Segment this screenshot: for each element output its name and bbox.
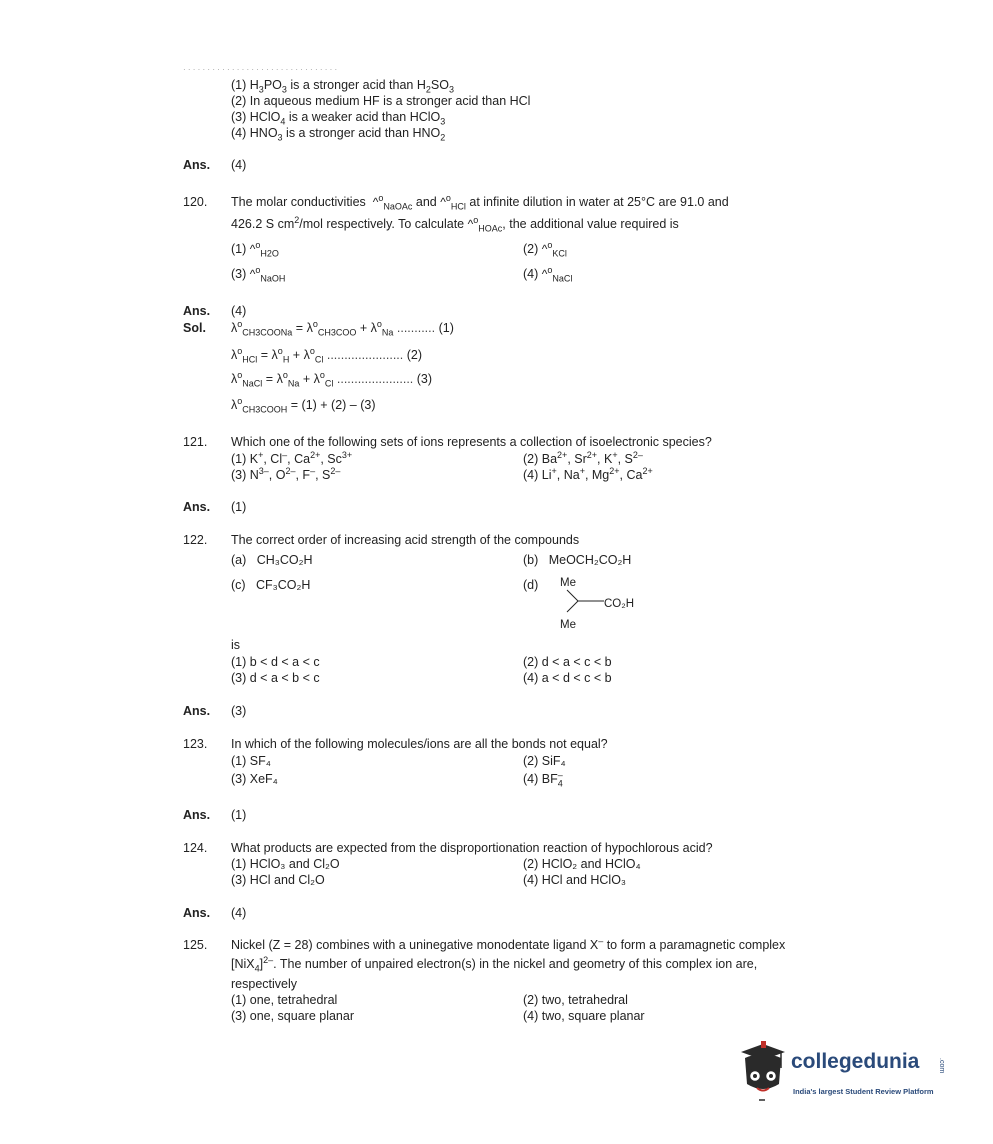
q119-answer-label: Ans.	[183, 158, 211, 172]
q120-solution-line-3: $\lambda^o_{NaCl} = \lambda^o_{Na} + \lambda^o_{Cl}$ ...................... (3)	[231, 369, 433, 389]
q122-answer-label: Ans.	[183, 704, 211, 718]
collegedunia-logo	[735, 1040, 960, 1110]
q121-number: 121.	[183, 435, 208, 449]
q124-number: 124.	[183, 841, 208, 855]
q123-answer: (1)	[231, 808, 247, 822]
q125-stem-line1: Nickel (Z = 28) combines with a uninegative monodentate ligand X– to form a paramagnetic complex	[231, 935, 786, 952]
q122-number: 122.	[183, 533, 208, 547]
q124-option-3: (3) HCl and Cl₂O	[231, 873, 325, 887]
q121-answer-label: Ans.	[183, 500, 211, 514]
q123-option-3: (3) XeF₄	[231, 772, 278, 786]
q125-number: 125.	[183, 938, 208, 952]
q119-option-2: (2) In aqueous medium HF is a stronger acid than HCl	[231, 94, 531, 108]
q120-solution-line-1: $\lambda^o_{CH3COONa} = \lambda^o_{CH3COO} + \lambda^o_{Na}$ ........... (1)	[231, 318, 454, 338]
q122-compound-b: (b) MeOCH₂CO₂H	[523, 553, 632, 567]
q125-option-4: (4) two, square planar	[523, 1009, 645, 1023]
logo-wordmark: collegedunia	[791, 1050, 920, 1073]
q119-option-4: (4) $HNO_3$ is a stronger acid than $HNO_2$	[231, 126, 446, 143]
q124-option-1: (1) HClO₃ and Cl₂O	[231, 857, 340, 871]
q122-compound-d-co2h: CO₂H	[604, 598, 635, 610]
q125-option-3: (3) one, square planar	[231, 1009, 354, 1023]
q125-option-1: (1) one, tetrahedral	[231, 993, 338, 1007]
q122-compound-d-me-bottom: Me	[560, 619, 576, 631]
q120-option-3: (3) ^$^o_{NaOH}$	[231, 264, 286, 284]
q122-option-4: (4) a < d < c < b	[523, 671, 612, 685]
q122-compound-c: (c) CF₃CO₂H	[231, 578, 311, 592]
logo-dotcom: .com	[938, 1058, 945, 1074]
q122-option-2: (2) d < a < c < b	[523, 655, 612, 669]
q120-solution-label: Sol.	[183, 321, 206, 335]
q123-option-4: (4) $BF_4^-$	[523, 769, 563, 789]
q123-number: 123.	[183, 737, 208, 751]
q121-answer: (1)	[231, 500, 247, 514]
q119-option-1: (1) $H_3PO_3$ is a stronger acid than $H_2SO_3$	[231, 78, 454, 95]
q120-option-4: (4) ^$^o_{NaCl}$	[523, 264, 573, 284]
q121-stem: Which one of the following sets of ions represents a collection of isoelectronic species?	[231, 435, 712, 449]
q120-answer-label: Ans.	[183, 304, 211, 318]
q122-answer: (3)	[231, 704, 247, 718]
q125-stem-line2: $[NiX_4]^{2-}$. The number of unpaired electron(s) in the nickel and geometry of this complex ion are,	[231, 954, 758, 974]
q122-option-3: (3) d < a < b < c	[231, 671, 320, 685]
q124-answer-label: Ans.	[183, 906, 211, 920]
q121-option-2: (2) $Ba^{2+}$, $Sr^{2+}$, K+, $S^{2-}$	[523, 449, 643, 466]
q123-answer-label: Ans.	[183, 808, 211, 822]
q122-is: is	[231, 638, 241, 652]
q119-option-3: (3) HClO$_4$ is a weaker acid than HClO$_3$	[231, 110, 446, 127]
q120-stem-line1: The molar conductivities ^$^o_{NaOAc}$ and ^$^o_{HCl}$ at infinite dilution in water at 25°C are 91.0 and	[231, 192, 729, 212]
q121-option-4: (4) Li+, Na+, $Mg^{2+}$, $Ca^{2+}$	[523, 465, 653, 482]
q122-compound-d-label: (d)	[523, 578, 539, 592]
q123-option-2: (2) SiF₄	[523, 754, 566, 768]
q122-option-1: (1) b < d < a < c	[231, 655, 320, 669]
q119-answer: (4)	[231, 158, 247, 172]
q124-option-4: (4) HCl and HClO₃	[523, 873, 627, 887]
student-mascot-icon	[735, 1040, 793, 1108]
q124-stem: What products are expected from the disproportionation reaction of hypochlorous acid?	[231, 841, 713, 855]
q121-option-3: (3) $N^{3-}$, $O^{2-}$, F–, $S^{2-}$	[231, 465, 341, 482]
q124-answer: (4)	[231, 906, 247, 920]
q122-compound-d-structure	[560, 588, 610, 618]
q120-stem-line2: 426.2 S $cm^2$/mol respectively. To calculate ^$^o_{HOAc}$, the additional value required is	[231, 214, 679, 234]
cut-off-question-fragment: · · · · · · · · · · · · · · · · · · · · · · · · · · · · · · · ·	[183, 65, 338, 74]
q122-compound-d-me-top: Me	[560, 577, 576, 589]
q120-number: 120.	[183, 195, 208, 209]
q122-stem: The correct order of increasing acid strength of the compounds	[231, 533, 580, 547]
q120-option-1: (1) ^$^o_{H2O}$	[231, 239, 279, 259]
q122-compound-a: (a) CH₃CO₂H	[231, 553, 313, 567]
q120-answer: (4)	[231, 304, 247, 318]
q120-solution-line-4: $\lambda^o_{CH3COOH} = (1) + (2) - (3)$	[231, 395, 376, 415]
logo-tagline: India's largest Student Review Platform	[793, 1087, 934, 1096]
q120-solution-line-2: $\lambda^o_{HCl} = \lambda^o_H + \lambda^o_{Cl}$ ...................... (2)	[231, 345, 423, 365]
q123-option-1: (1) SF₄	[231, 754, 271, 768]
q123-stem: In which of the following molecules/ions are all the bonds not equal?	[231, 737, 608, 751]
q125-stem-line3: respectively	[231, 977, 297, 991]
q124-option-2: (2) HClO₂ and HClO₄	[523, 857, 641, 871]
q125-option-2: (2) two, tetrahedral	[523, 993, 628, 1007]
q120-option-2: (2) ^$^o_{KCl}$	[523, 239, 567, 259]
q121-option-1: (1) K+, Cl–, $Ca^{2+}$, $Sc^{3+}$	[231, 449, 353, 466]
